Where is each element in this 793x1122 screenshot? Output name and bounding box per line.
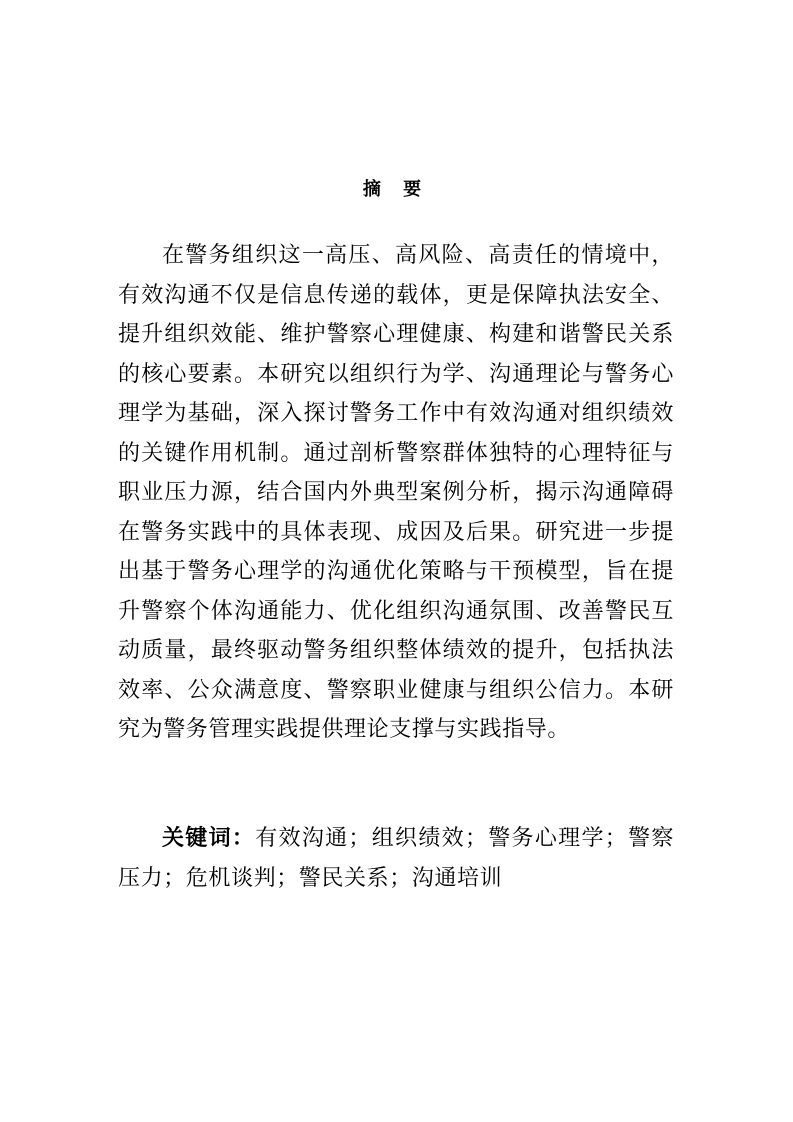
abstract-title: 摘 要	[362, 179, 430, 200]
keywords-list: 有效沟通；组织绩效；警务心理学；警察压力；危机谈判；警民关系；沟通培训	[118, 826, 674, 891]
abstract-body: 在警务组织这一高压、高风险、高责任的情境中，有效沟通不仅是信息传递的载体，更是保障执法安全、提升组织效能、维护警察心理健康、构建和谐警民关系的核心要素。本研究以组织行为学、沟通理论与警务心理学为基础，深入探讨警务工作中有效沟通对组织绩效的关键作用机制。通过剖析警察群体独特的心理特征与职业压力源，结合国内外典型案例分析，揭示沟通障碍在警务实践中的具体表现、成因及后果。研究进一步提出基于警务心理学的沟通优化策略与干预模型，旨在提升警察个体沟通能力、优化组织沟通氛围、改善警民互动质量，最终驱动警务组织整体绩效的提升，包括执法效率、公众满意度、警察职业健康与组织公信力。本研究为警务管理实践提供理论支撑与实践指导。	[118, 243, 674, 742]
keywords-paragraph	[118, 819, 674, 898]
document-page	[118, 0, 674, 1122]
keywords-label: 关键词：	[162, 826, 256, 851]
